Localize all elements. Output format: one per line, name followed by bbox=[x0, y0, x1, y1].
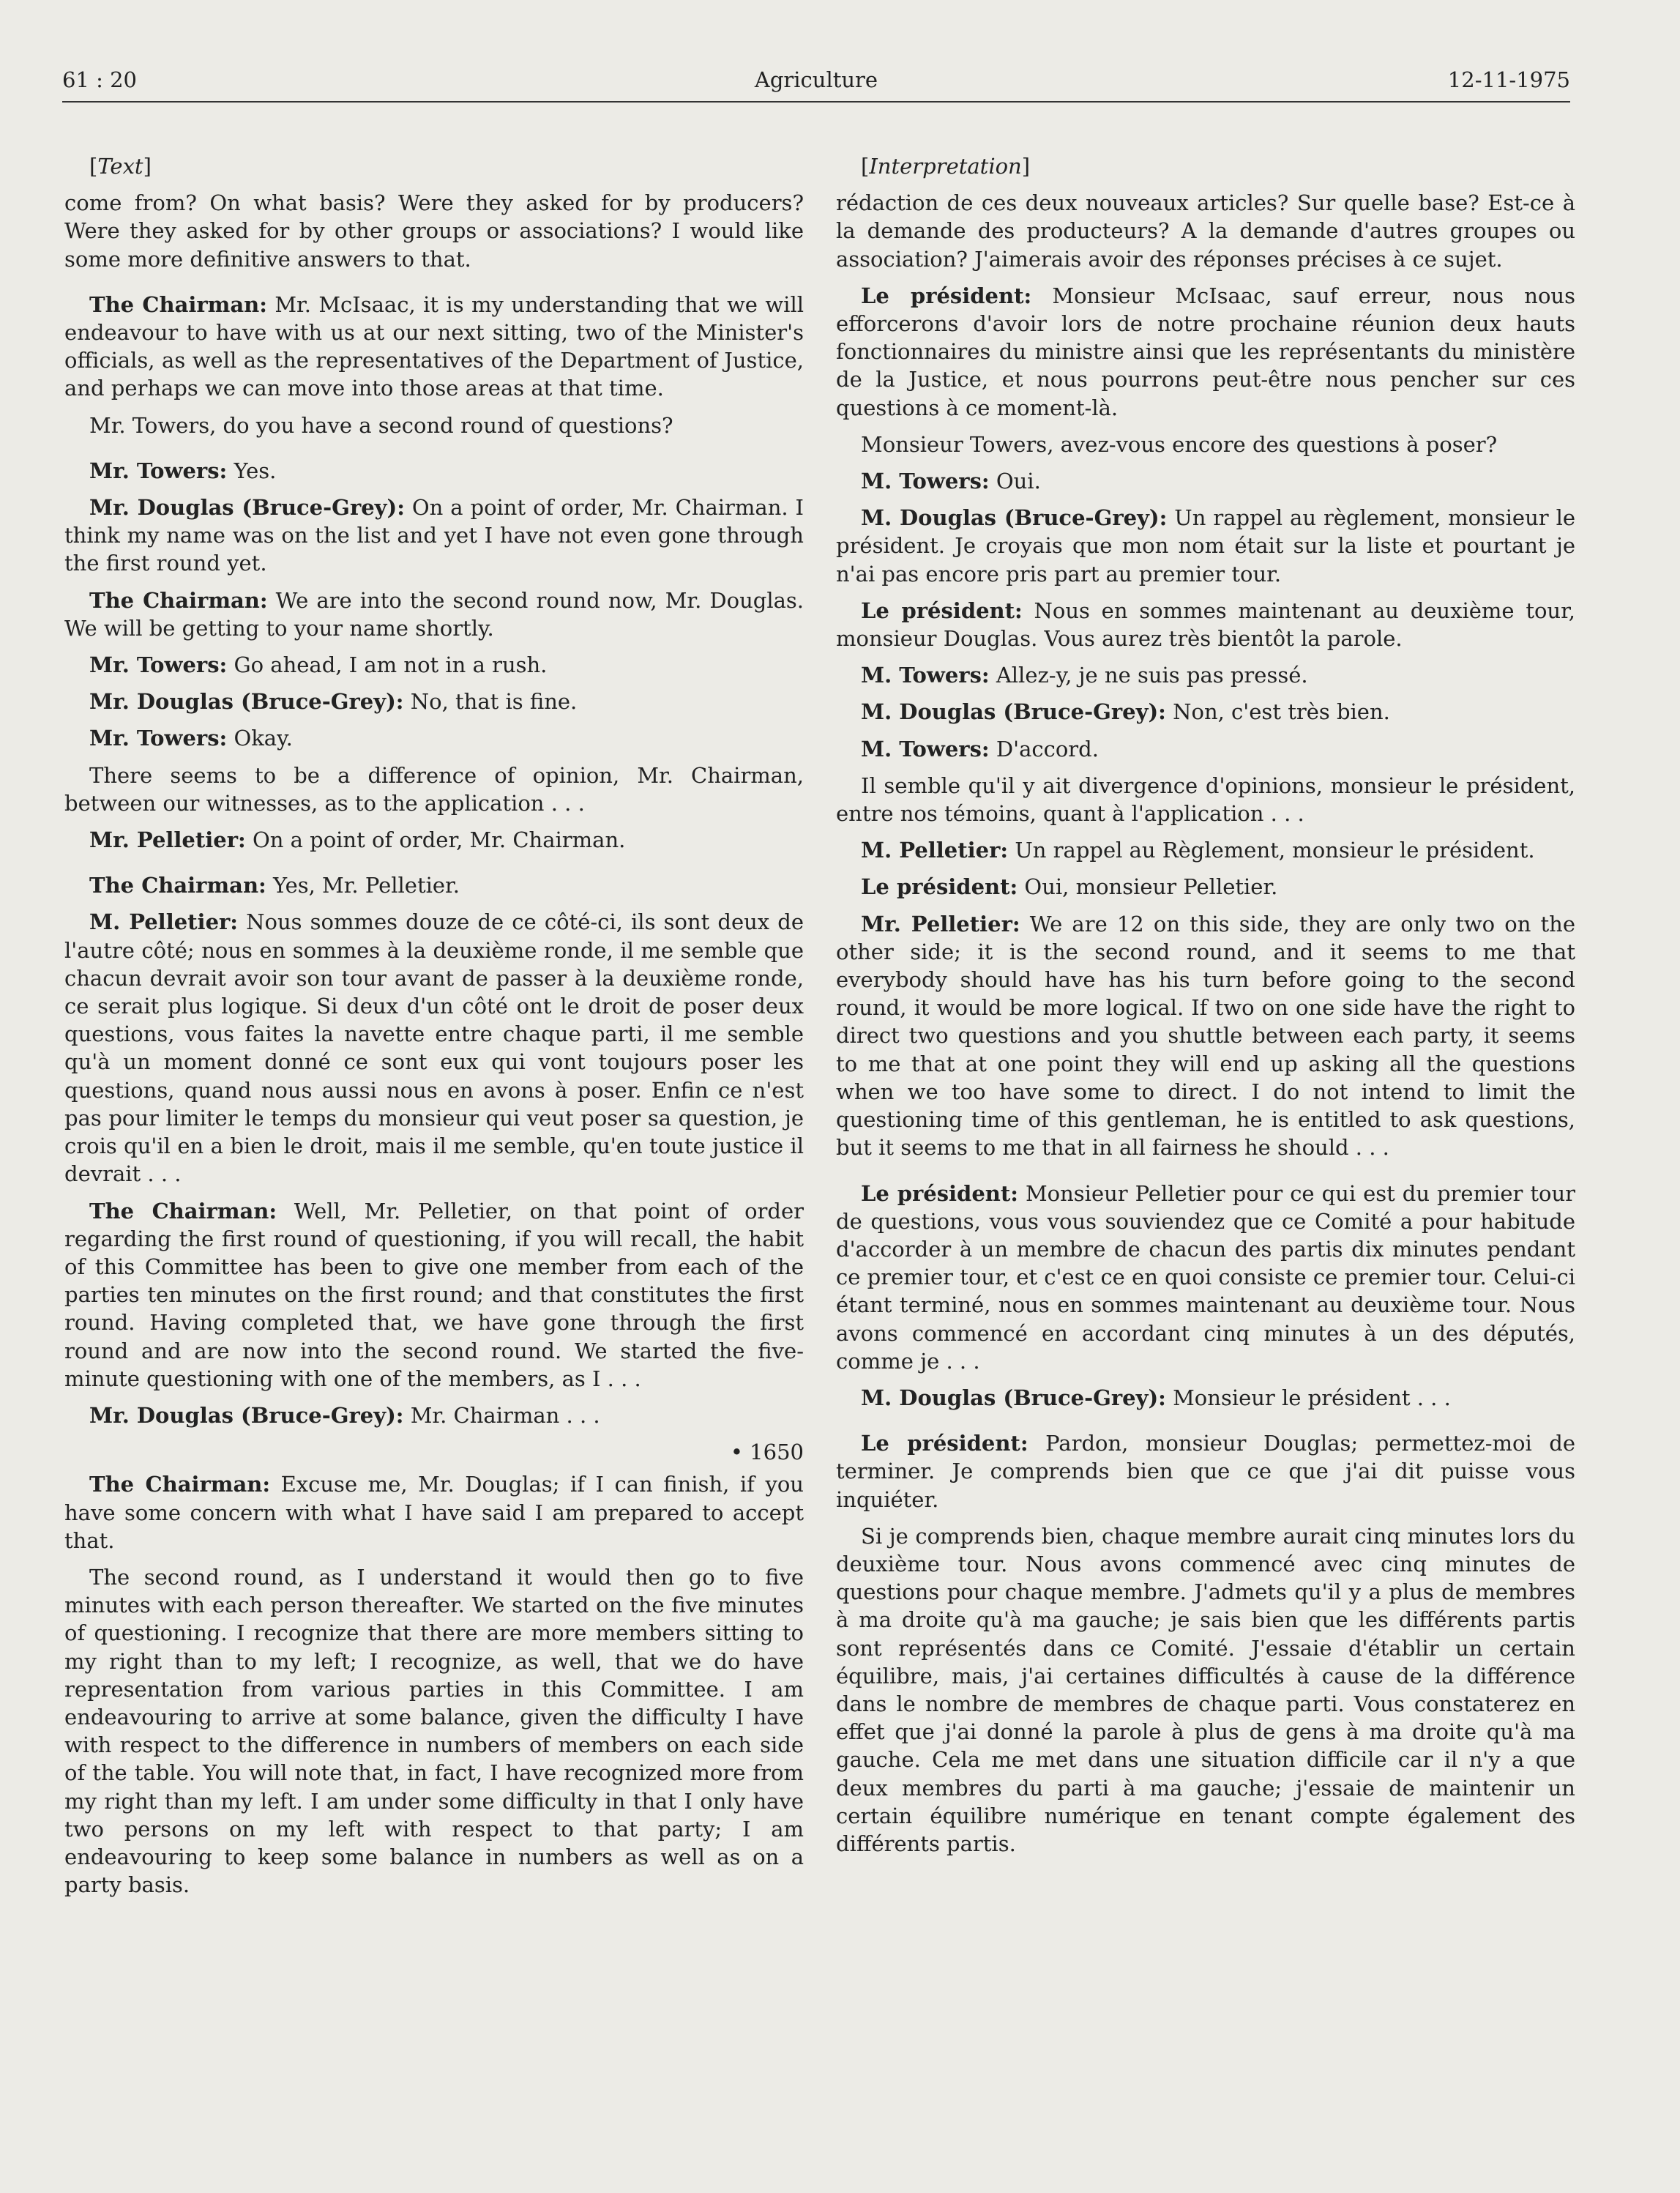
paragraph: The second round, as I understand it would then go to five minutes with each person thereafter. We started on the five minutes of questioning. I recognize that there are more members sitting to my right than to my left; I recognize, as well, that we do have representation from various parties in this Committee. I am endeavouring to arrive at some balance, given the difficulty I have with respect to the difference in numbers of members on each side of the table. You will note that, in fact, I have recognized more from my right than my left. I am under some difficulty in that I only have two persons on my left with respect to that party; I am endeavouring to keep some balance in numbers as well as on a party basis. bbox=[64, 1564, 804, 1898]
speaker-name: Mr. Douglas (Bruce-Grey): bbox=[89, 1402, 404, 1428]
paragraph: Mr. Towers: Yes. bbox=[89, 458, 277, 483]
page-number: 61 : 20 bbox=[62, 67, 138, 92]
right-column bbox=[836, 152, 1575, 1866]
page-header bbox=[62, 67, 1570, 103]
speaker-name: The Chairman: bbox=[89, 1472, 271, 1497]
speaker-name: The Chairman: bbox=[89, 587, 268, 613]
paragraph: Il semble qu'il y ait divergence d'opinions, monsieur le président, entre nos témoins, quant à l'application . . . bbox=[836, 772, 1575, 827]
speaker-name: Mr. Towers: bbox=[89, 652, 228, 678]
paragraph: The Chairman: We are into the second round now, Mr. Douglas. We will be getting to your name shortly. bbox=[64, 587, 804, 641]
speaker-name: M. Douglas (Bruce-Grey): bbox=[861, 1385, 1166, 1410]
speaker-name: Mr. Towers: bbox=[89, 458, 228, 483]
paragraph: M. Pelletier: Un rappel au Règlement, monsieur le président. bbox=[861, 838, 1535, 863]
speaker-name: Le président: bbox=[861, 1180, 1018, 1206]
paragraph: Mr. Towers, do you have a second round of questions? bbox=[89, 412, 673, 438]
paragraph: Le président: Pardon, monsieur Douglas; permettez-moi de terminer. Je comprends bien que ce que j'ai dit puisse vous inquiéter. bbox=[836, 1431, 1576, 1512]
paragraph: Le président: Monsieur McIsaac, sauf erreur, nous nous efforcerons d'avoir lors de notre prochaine réunion deux hauts fonctionnaires du ministre ainsi que les représentants du ministère de la Justice, et nous pourrons peut-être nous pencher sur ces questions à ce moment-là. bbox=[836, 283, 1575, 420]
speaker-name: Mr. Douglas (Bruce-Grey): bbox=[89, 495, 405, 521]
paragraph: The Chairman: Excuse me, Mr. Douglas; if I can finish, if you have some concern with what I have said I am prepared to accept that. bbox=[64, 1472, 804, 1553]
speaker-name: M. Towers: bbox=[861, 469, 990, 494]
paragraph: M. Towers: D'accord. bbox=[861, 736, 1099, 762]
paragraph: M. Douglas (Bruce-Grey): Un rappel au règlement, monsieur le président. Je croyais que mon nom était sur la liste et pourtant je n'ai pas encore pris part au premier tour. bbox=[836, 505, 1576, 587]
speaker-name: Mr. Pelletier: bbox=[861, 911, 1020, 937]
speaker-name: M. Douglas (Bruce-Grey): bbox=[861, 505, 1168, 531]
paragraph: come from? On what basis? Were they asked for by producers? Were they asked for by other groups or associations? I would like some more definitive answers to that. bbox=[64, 190, 804, 272]
speaker-name: M. Douglas (Bruce-Grey): bbox=[861, 699, 1166, 725]
paragraph: Le président: Monsieur Pelletier pour ce qui est du premier tour de questions, vous vous souviendez que ce Comité a pour habitude d'accorder à un membre de chacun des partis dix minutes pendant ce premier tour, et c'est ce en quoi consiste ce premier tour. Celui-ci étant terminé, nous en sommes maintenant au deuxième tour. Nous avons commencé en accordant cinq minutes à un des députés, comme je . . . bbox=[836, 1180, 1576, 1374]
paragraph: M. Towers: Oui. bbox=[861, 469, 1041, 494]
paragraph: Mr. Douglas (Bruce-Grey): On a point of order, Mr. Chairman. I think my name was on the list and yet I have not even gone through the first round yet. bbox=[64, 495, 804, 576]
speaker-name: The Chairman: bbox=[89, 291, 267, 317]
speaker-name: M. Towers: bbox=[861, 736, 990, 762]
paragraph: The Chairman: Yes, Mr. Pelletier. bbox=[89, 873, 460, 898]
paragraph: Le président: Nous en sommes maintenant au deuxième tour, monsieur Douglas. Vous aurez très bientôt la parole. bbox=[836, 597, 1576, 652]
paragraph: Mr. Pelletier: On a point of order, Mr. Chairman. bbox=[89, 827, 626, 853]
speaker-name: The Chairman: bbox=[89, 1198, 277, 1224]
paragraph: M. Towers: Allez-y, je ne suis pas pressé. bbox=[861, 663, 1308, 688]
speaker-name: M. Towers: bbox=[861, 663, 990, 688]
paragraph: M. Douglas (Bruce-Grey): Non, c'est très bien. bbox=[861, 699, 1390, 725]
paragraph: Monsieur Towers, avez-vous encore des questions à poser? bbox=[861, 431, 1498, 457]
paragraph: The Chairman: Mr. McIsaac, it is my understanding that we will endeavour to have with us at our next sitting, two of the Minister's officials, as well as the representatives of the Department of Justice, and perhaps we can move into those areas at that time. bbox=[64, 291, 804, 401]
speaker-name: Le président: bbox=[861, 1431, 1028, 1456]
paragraph: Mr. Douglas (Bruce-Grey): No, that is fine. bbox=[89, 689, 578, 715]
left-column bbox=[64, 152, 804, 1907]
paragraph: Mr. Pelletier: We are 12 on this side, they are only two on the other side; it is the second round, and it seems to me that everybody should have has his turn before going to the second round, it would be more logical. If two on one side have the right to direct two questions and you shuttle between each party, it seems to me that at one point they will end up asking all the questions when we too have some to direct. I do not intend to limit the questioning time of this gentleman, he is entitled to ask questions, but it seems to me that in all fairness he should . . . bbox=[836, 911, 1575, 1161]
speaker-name: Mr. Douglas (Bruce-Grey): bbox=[89, 689, 404, 715]
speaker-name: The Chairman: bbox=[89, 873, 266, 898]
speaker-name: Le président: bbox=[861, 597, 1023, 623]
paragraph: Mr. Towers: Okay. bbox=[89, 726, 293, 751]
paragraph: M. Douglas (Bruce-Grey): Monsieur le président . . . bbox=[861, 1385, 1451, 1410]
speaker-name: Mr. Towers: bbox=[89, 726, 228, 751]
paragraph: There seems to be a difference of opinion, Mr. Chairman, between our witnesses, as to the application . . . bbox=[64, 762, 804, 816]
paragraph: Le président: Oui, monsieur Pelletier. bbox=[861, 874, 1278, 900]
column-label: [Interpretation] bbox=[861, 154, 1031, 179]
speaker-name: Mr. Pelletier: bbox=[89, 827, 246, 853]
paragraph: Si je comprends bien, chaque membre aurait cinq minutes lors du deuxième tour. Nous avons commencé avec cinq minutes de questions pour chaque membre. J'admets qu'il y a plus de membres à ma droite qu'à ma gauche; je sais bien que les différents partis sont représentés dans ce Comité. J'essaie d'établir un certain équilibre, mais, j'ai certaines difficultés à cause de la différence dans le nombre de membres de chaque parti. Vous constaterez en effet que j'ai donné la parole à plus de gens à ma droite qu'à ma gauche. Cela me met dans une situation difficile car il n'y a que deux membres du parti à ma gauche; j'essaie de maintenir un certain équilibre numérique en tenant compte également des différents partis. bbox=[836, 1523, 1575, 1856]
paragraph: M. Pelletier: Nous sommes douze de ce côté-ci, ils sont deux de l'autre côté; nous en sommes à la deuxième ronde, il me semble que chacun devrait avoir son tour avant de passer à la deuxième ronde, ce serait plus logique. Si deux d'un côté ont le droit de poser deux questions, vous faites la navette entre chaque parti, il me semble qu'à un moment donné ce sont eux qui vont toujours poser les questions, quand nous aussi nous en avons à poser. Enfin ce n'est pas pour limiter le temps du monsieur qui veut poser sa question, je crois qu'il en a bien le droit, mais il me semble, qu'en toute justice il devrait . . . bbox=[64, 909, 804, 1187]
paragraph: Mr. Douglas (Bruce-Grey): Mr. Chairman . . . bbox=[89, 1402, 600, 1428]
speaker-name: M. Pelletier: bbox=[89, 909, 239, 935]
page-date: 12-11-1975 bbox=[1447, 67, 1570, 92]
paragraph: rédaction de ces deux nouveaux articles? Sur quelle base? Est-ce à la demande des producteurs? A la demande d'autres groupes ou association? J'aimerais avoir des réponses précises à ce sujet. bbox=[836, 190, 1575, 272]
column-label: [Text] bbox=[89, 154, 152, 179]
time-marker: • 1650 bbox=[730, 1440, 804, 1465]
page-title: Agriculture bbox=[754, 67, 878, 92]
paragraph: Mr. Towers: Go ahead, I am not in a rush. bbox=[89, 652, 548, 678]
speaker-name: Le président: bbox=[861, 874, 1018, 900]
paragraph: The Chairman: Well, Mr. Pelletier, on that point of order regarding the first round of questioning, if you will recall, the habit of this Committee has been to give one member from each of the parties ten minutes on the first round; and that constitutes the first round. Having completed that, we have gone through the first round and are now into the second round. We started the five-minute questioning with one of the members, as I . . . bbox=[64, 1198, 804, 1391]
speaker-name: M. Pelletier: bbox=[861, 838, 1009, 863]
speaker-name: Le président: bbox=[861, 283, 1032, 308]
